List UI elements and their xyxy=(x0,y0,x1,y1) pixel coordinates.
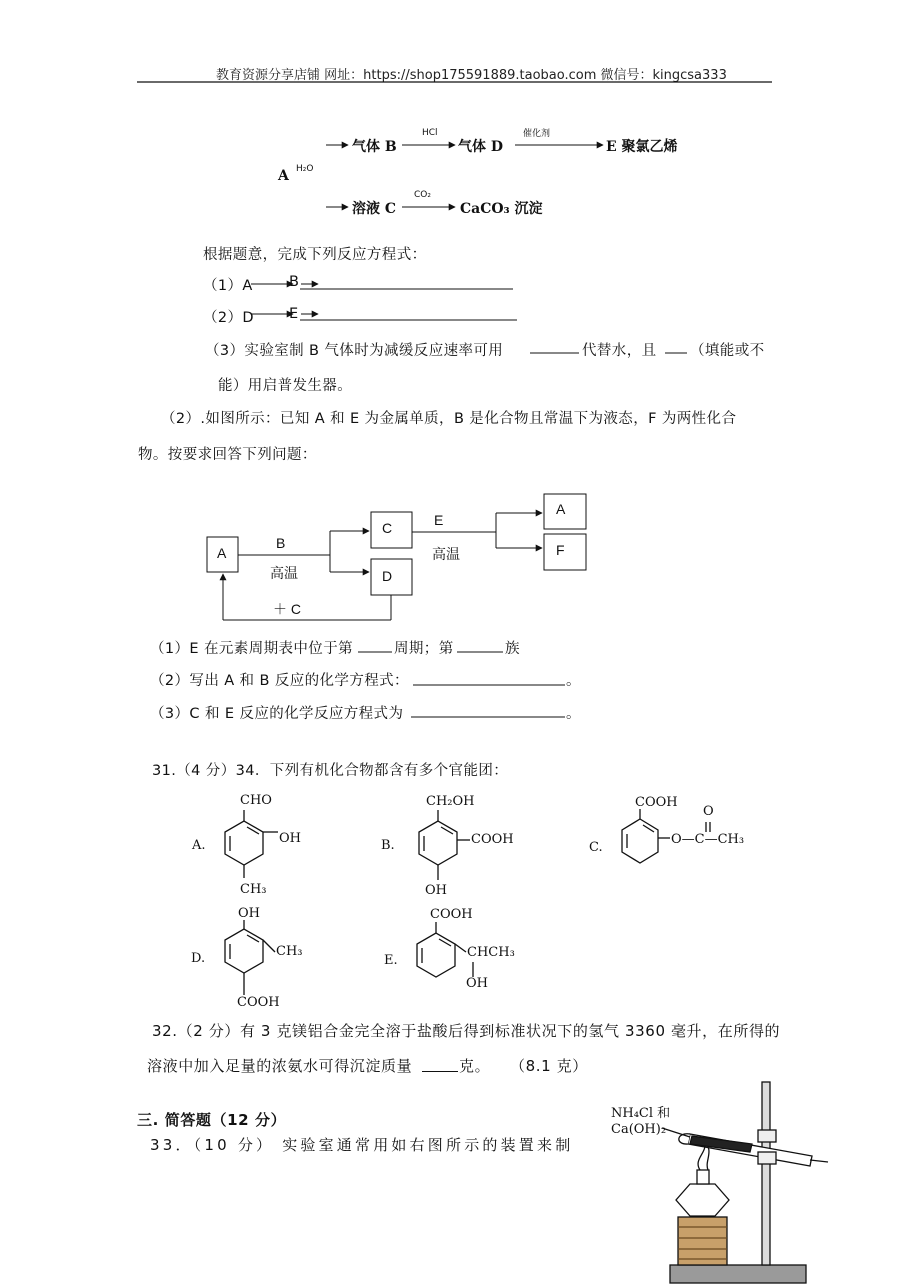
part2-q1a: （1）E 在元素周期表中位于第 xyxy=(150,641,353,657)
q31-title: 31.（4 分）34．下列有机化合物都含有多个官能团： xyxy=(152,763,509,779)
q32-line2b: 克。 xyxy=(459,1057,491,1075)
struct-e-top: COOH xyxy=(430,907,473,922)
structure-d xyxy=(225,920,275,995)
part2-q2: （2）写出 A 和 B 反应的化学方程式： xyxy=(150,673,409,689)
part1-q2-e: E xyxy=(289,306,299,322)
scheme-co2: CO₂ xyxy=(414,190,431,200)
part2-q1c: 族 xyxy=(505,641,520,657)
struct-c-o: O xyxy=(703,804,714,819)
scheme-e: E 聚氯乙烯 xyxy=(606,139,678,155)
box-a2-label: A xyxy=(556,501,566,517)
part2-line1: （2）.如图所示：已知 A 和 E 为金属单质，B 是化合物且常温下为液态，F 为两性化合 xyxy=(161,411,737,427)
stand-base xyxy=(670,1265,806,1283)
box-f-label: F xyxy=(556,542,565,558)
struct-e-right: CHCH₃ xyxy=(467,945,515,960)
box-c-label: C xyxy=(382,520,393,536)
flow-label-plus-c: ＋ C xyxy=(273,601,301,617)
q32-line1: 32.（2 分）有 3 克镁铝合金完全溶于盐酸后得到标准状况下的氢气 3360 毫升，在所得的 xyxy=(152,1022,781,1040)
page-header: 教育资源分享店铺 网址：https://shop175591889.taobao.com 微信号：kingcsa333 xyxy=(216,68,727,83)
part1-intro: 根据题意，完成下列反应方程式： xyxy=(203,247,427,263)
part1-q3a: （3）实验室制 B 气体时为减缓反应速率可用 xyxy=(205,343,504,359)
part1-q1: （1）A xyxy=(203,278,253,294)
struct-d-bottom: COOH xyxy=(237,995,280,1010)
flow-label-b: B xyxy=(276,535,286,551)
alcohol-lamp xyxy=(676,1184,729,1216)
part2-q2-period: 。 xyxy=(566,673,581,689)
q32-answer: （8.1 克） xyxy=(510,1057,588,1075)
struct-e-bottom: OH xyxy=(466,976,488,991)
struct-b-top: CH₂OH xyxy=(426,794,475,809)
q32-line2a: 溶液中加入足量的浓氨水可得沉淀质量 xyxy=(147,1057,413,1075)
apparatus-label-2: Ca(OH)₂ xyxy=(611,1122,667,1137)
struct-d-top: OH xyxy=(238,906,260,921)
struct-b-right: COOH xyxy=(471,832,514,847)
q33-text: 33．（10 分） 实验室通常用如右图所示的装置来制 xyxy=(150,1136,574,1154)
part1-q2: （2）D xyxy=(203,310,254,326)
struct-a-label: A. xyxy=(192,838,206,853)
struct-a-top: CHO xyxy=(240,793,272,808)
part1-q3b: 代替水，且 xyxy=(582,343,657,359)
scheme-h2o: H₂O xyxy=(296,164,314,174)
struct-c-label: C. xyxy=(589,840,603,855)
struct-c-top: COOH xyxy=(635,795,678,810)
part2-q3: （3）C 和 E 反应的化学反应方程式为 xyxy=(150,706,404,722)
apparatus-label-1: NH₄Cl 和 xyxy=(611,1106,671,1121)
part2-line2: 物。按要求回答下列问题： xyxy=(138,447,317,463)
flow-label-gaowen2: 高温 xyxy=(432,546,460,562)
struct-d-right: CH₃ xyxy=(276,944,303,959)
scheme-hcl: HCl xyxy=(422,128,438,138)
stand-rod xyxy=(762,1082,770,1265)
part1-q3c: （填能或不 xyxy=(690,343,765,359)
scheme-gas-d: 气体 D xyxy=(458,139,504,155)
q32-blank xyxy=(422,1071,458,1072)
wood-block xyxy=(678,1217,727,1265)
scheme-caco3: CaCO₃ 沉淀 xyxy=(460,201,543,217)
struct-b-label: B. xyxy=(381,838,395,853)
lab-apparatus xyxy=(662,1082,828,1283)
section3-title: 三. 简答题（12 分） xyxy=(137,1111,287,1129)
structure-e xyxy=(417,922,473,977)
scheme-gas-b: 气体 B xyxy=(352,139,397,155)
scheme-sol-c: 溶液 C xyxy=(352,201,397,217)
part1-q3d: 能）用启普发生器。 xyxy=(218,378,353,394)
part2-q3-period: 。 xyxy=(566,706,581,722)
struct-c-chain: O—C—CH₃ xyxy=(671,832,745,847)
structure-b xyxy=(419,810,470,880)
scheme-catalyst: 催化剂 xyxy=(523,129,551,139)
struct-e-label: E. xyxy=(384,953,398,968)
flow-label-e: E xyxy=(434,512,444,528)
scheme-a: A xyxy=(278,168,289,184)
struct-b-bottom: OH xyxy=(425,883,447,898)
box-f xyxy=(544,534,586,570)
flow-label-gaowen1: 高温 xyxy=(270,565,298,581)
box-d-label: D xyxy=(382,568,393,584)
struct-a-right: OH xyxy=(279,831,301,846)
struct-d-label: D. xyxy=(191,951,206,966)
box-a-label: A xyxy=(217,545,227,561)
clamp xyxy=(758,1130,776,1142)
part1-q1-b: B xyxy=(289,274,300,290)
part2-q1b: 周期；第 xyxy=(394,641,454,657)
struct-a-bottom: CH₃ xyxy=(240,882,267,897)
structure-a xyxy=(225,810,278,878)
